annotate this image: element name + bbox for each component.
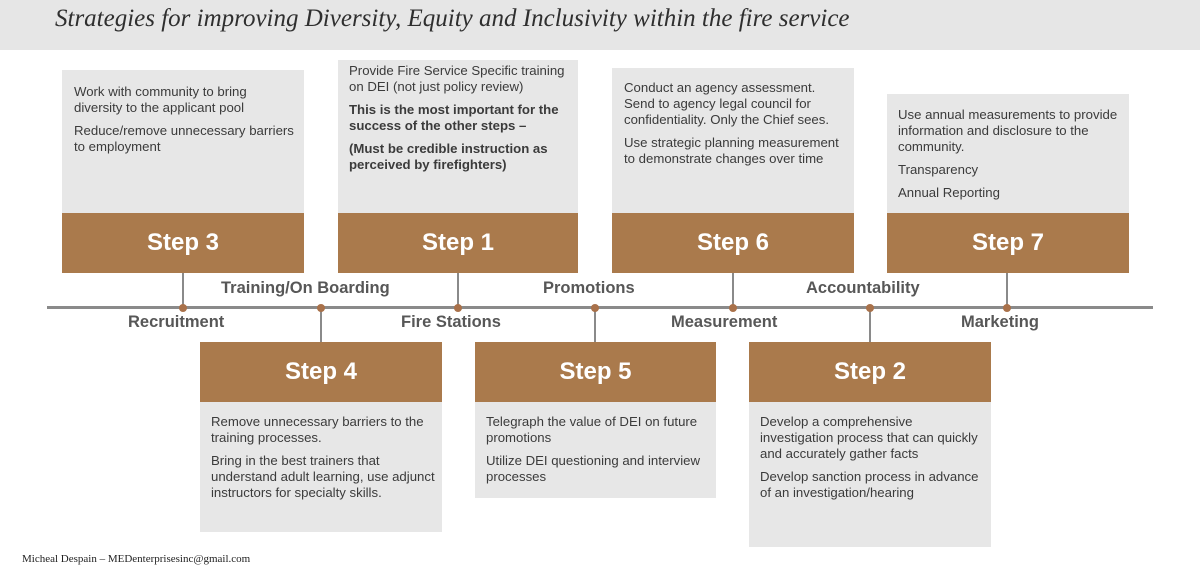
timeline-label-recruitment: Recruitment [128,313,225,331]
step-1-paragraph: (Must be credible instruction as perceived by firefighters) [349,141,548,172]
step-7-paragraph: Use annual measurements to provide information and disclosure to the community. [898,107,1118,154]
step-2-text [760,414,982,508]
step-2-paragraph: Develop a comprehensive investigation process that can quickly and accurately gather facts [760,414,978,461]
timeline-dot [179,304,187,312]
step-4-paragraph: Bring in the best trainers that understand adult learning, use adjunct instructors for specialty skills. [211,453,435,500]
step-1-paragraph: This is the most important for the success of the other steps – [349,102,559,133]
step-6-paragraph: Conduct an agency assessment. Send to agency legal council for confidentiality. Only the Chief sees. [624,80,829,127]
step-7-text [898,107,1123,208]
timeline-dot [866,304,874,312]
step-3-paragraph: Reduce/remove unnecessary barriers to employment [74,123,294,154]
timeline-connector [182,273,184,308]
step-4-paragraph: Remove unnecessary barriers to the training processes. [211,414,424,445]
step-2-card [749,402,991,547]
step-5-box: Step 5 [475,342,716,402]
step-1-paragraph: Provide Fire Service Specific training on DEI (not just policy review) [349,63,565,94]
timeline-line [47,306,1153,309]
step-6-text [624,80,846,174]
step-4-text [211,414,436,508]
step-7-paragraph: Annual Reporting [898,185,1000,200]
step-3-paragraph: Work with community to bring diversity to the applicant pool [74,84,247,115]
step-5-paragraph: Telegraph the value of DEI on future promotions [486,414,698,445]
step-6-box: Step 6 [612,213,854,273]
title-bar [0,0,1200,50]
timeline-label-measurement: Measurement [671,313,778,331]
timeline-connector [869,308,871,343]
step-1-box: Step 1 [338,213,578,273]
step-4-box: Step 4 [200,342,442,402]
timeline-label-promotions: Promotions [543,279,635,297]
timeline-connector [732,273,734,308]
step-2-box: Step 2 [749,342,991,402]
timeline-dot [317,304,325,312]
timeline-dot [591,304,599,312]
timeline-connector [594,308,596,343]
step-1-text [349,63,574,180]
footer-credit: Micheal Despain – MEDenterprisesinc@gmail.com [22,553,251,565]
step-7-box: Step 7 [887,213,1129,273]
timeline-connector [320,308,322,343]
step-7-paragraph: Transparency [898,162,979,177]
step-5-card [475,402,716,498]
timeline-label-training: Training/On Boarding [221,279,390,297]
step-3-text [74,84,296,162]
timeline-label-marketing: Marketing [961,313,1039,331]
timeline-label-accountability: Accountability [806,279,920,297]
timeline-label-fire-stations: Fire Stations [401,313,501,331]
step-6-paragraph: Use strategic planning measurement to demonstrate changes over time [624,135,839,166]
step-5-text [486,414,708,492]
timeline-dot [454,304,462,312]
timeline-dot [1003,304,1011,312]
step-5-paragraph: Utilize DEI questioning and interview processes [486,453,701,484]
timeline-connector [1006,273,1008,308]
step-4-card [200,402,442,532]
timeline-connector [457,273,459,308]
page-title: Strategies for improving Diversity, Equity and Inclusivity within the fire service [55,5,850,32]
step-2-paragraph: Develop sanction process in advance of an investigation/hearing [760,469,979,500]
step-3-box: Step 3 [62,213,304,273]
timeline-dot [729,304,737,312]
